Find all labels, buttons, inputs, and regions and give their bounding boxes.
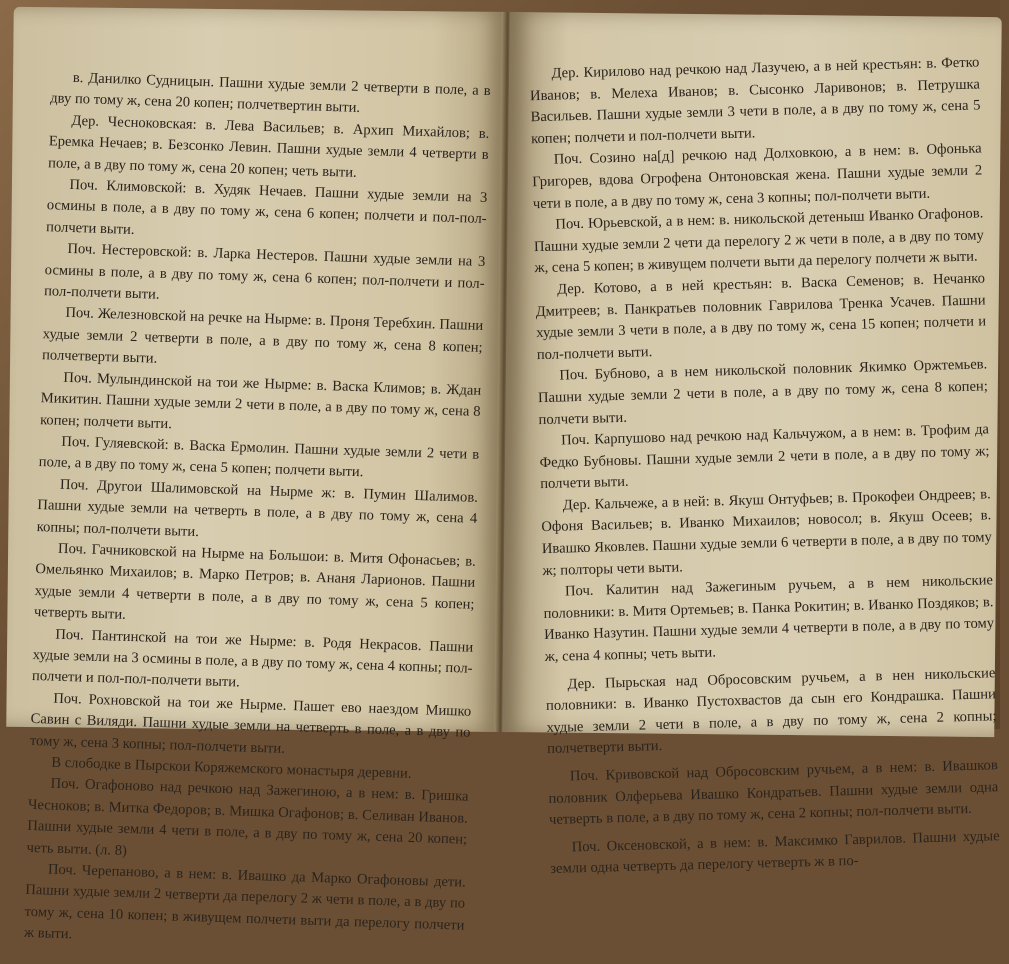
paragraph: Дер. Кирилово над речкою над Лазучею, а в ней крестьян: в. Фетко Иванов; в. Мелеха Иванов; в. Сысонко Ларивонов; в. Петрушка Васильев. Пашни худые земли 3 чети в поле, а в дву по тому ж, сена 5 копен; полчети и пол-полчети выти.: [529, 54, 981, 148]
paragraph: Поч. Климовской: в. Худяк Нечаев. Пашни худые земли на 3 осмины в поле, а в дву по тому ж, сена 6 копен; полчети и пол-пол-полчети выти.: [45, 176, 488, 238]
open-book: [6, 7, 1001, 943]
paragraph: Поч. Созино на[д] речкою над Долховкою, а в нем: в. Офонька Григорев, вдова Огрофена Онтоновская жена. Пашни худые земли 2 чети в поле, а в дву по тому ж, сена 3 копны; пол-полчети выти.: [532, 140, 983, 212]
section-heading: В слободке в Пырскои Коряжемского монастыря деревни.: [51, 754, 412, 782]
paragraph: Поч. Гуляевской: в. Васка Ермолин. Пашни худые земли 2 чети в поле, а в дву по тому ж, сена 5 копен; полчети выти.: [38, 433, 480, 481]
paragraph: Поч. Черепаново, а в нем: в. Ивашко да Марко Огафоновы дети. Пашни худые земли 2 четверти да перелогу 2 ж чети в поле, а в дву по тому ж, сена 10 копен; в живущем полчети выти да перелогу полчети ж выти.: [23, 861, 467, 943]
left-page: [6, 7, 506, 943]
paragraph: Поч. Кривовской над Обросовским ручьем, а в нем: в. Ивашков половник Олферьева Ивашко Кондратьев. Пашни худые земли одна четверть в поле, а в дву по тому ж, сена 2 копны; пол-полчети выти.: [548, 757, 999, 829]
paragraph: Поч. Юрьевской, а в нем: в. никольской детеныш Иванко Огафонов. Пашни худые земли 2 чети да перелогу 2 ж чети в поле, а в дву по тому ж, сена 5 копен; в живущем полчети выти да перелогу полчети ж выти.: [533, 205, 985, 277]
paragraph: Дер. Пырьская над Обросовским ручьем, а в нен никольские половники: в. Иванко Пустохвастов да сын его Кондрашка. Пашни худые земли 2 чети в поле, а в дву по тому ж, сена 2 копны; полчетверти выти.: [545, 664, 997, 758]
paragraph: Дер. Кальчеже, а в ней: в. Якуш Онтуфьев; в. Прокофеи Ондреев; в. Офоня Васильев; в. Иванко Михаилов; новосол; в. Якуш Осеев; в. Ивашко Яковлев. Пашни худые земли 6 четверти в поле, а в дву по тому ж; полторы чети выти.: [541, 486, 992, 579]
paragraph: Поч. Другои Шалимовской на Нырме ж: в. Пумин Шалимов. Пашни худые земли на четверть в поле, а в дву по тому ж, сена 4 копны; пол-полчети выти.: [36, 476, 479, 540]
right-page: [502, 12, 1002, 878]
paragraph: Поч. Рохновской на тои же Нырме. Пашет ево наездом Мишко Савин с Виляди. Пашни худые земли на четверть в поле, а в дву по тому ж, сена 3 копны; пол-полчети выти.: [29, 690, 472, 757]
paragraph: Поч. Карпушово над речкою над Кальчужом, а в нем: в. Трофим да Федко Бубновы. Пашни худые земли 2 чети в поле, а в дву по тому ж; полчети выти.: [539, 421, 990, 493]
paragraph: Поч. Калитин над Зажегиным ручьем, а в нем никольские половники: в. Митя Ортемьев; в. Панка Рокитин; в. Иванко Поздяков; в. Иванко Назутин. Пашни худые земли 4 четверти в поле, а в дву по тому ж, сена 4 копны; четь выти.: [543, 572, 995, 666]
paragraph: Поч. Нестеровской: в. Ларка Нестеров. Пашни худые земли на 3 осмины в поле, а в дву по тому ж, сена 6 копен; пол-полчети и пол-пол-полчети выти.: [43, 241, 486, 303]
paragraph: Поч. Бубново, а в нем никольской половник Якимко Оржтемьев. Пашни худые земли 2 чети в поле, а в дву по тому ж, сена 8 копен; полчети выти.: [537, 356, 989, 428]
paragraph: Поч. Мулындинской на тои же Нырме: в. Васка Климов; в. Ждан Микитин. Пашни худые земли 2 чети в поле, а в дву по тому ж, сена 8 копен; полчети выти.: [39, 369, 482, 432]
paragraph: Поч. Пантинской на тои же Нырме: в. Родя Некрасов. Пашни худые земли на 3 осмины в поле, а в дву по тому ж, сена 4 копны; пол-полчети и пол-пол-полчети выти.: [31, 626, 474, 691]
paragraph: в. Данилко Судницын. Пашни худые земли 2 четверти в поле, а в дву по тому ж, сена 20 копен; полчетвертин выти.: [49, 69, 491, 117]
right-page-text: [529, 52, 1000, 880]
paragraph: Поч. Железновской на речке на Нырме: в. Проня Теребхин. Пашни худые земли 2 четверти в поле, а в дву по тому ж, сена 8 копен; полчетверти выти.: [41, 305, 484, 367]
paragraph: Поч. Оксеновской, а в нем: в. Максимко Гаврилов. Пашни худые земли одна четверть да перелогу четверть ж в по-: [550, 827, 1000, 878]
paragraph: Поч. Огафоново над речкою над Зажегиною, а в нем: в. Гришка Чесноков; в. Митка Федоров; в. Мишка Огафонов; в. Селиван Иванов. Пашни худые земли 4 чети в поле, а в дву по тому ж, сена 20 копен; четь выти. (л. 8): [26, 775, 469, 859]
paragraph: Дер. Чесноковская: в. Лева Васильев; в. Архип Михайлов; в. Еремка Нечаев; в. Безсонко Левин. Пашни худые земли 4 четверти в поле, а в дву по тому ж, сена 20 копен; четь выти.: [47, 112, 490, 181]
paragraph: Поч. Гачниковской на Нырме на Большои: в. Митя Офонасьев; в. Омельянко Михаилов; в. Марко Петров; в. Ананя Ларионов. Пашни худые земли 4 четверти в поле, а в дву по тому ж, сена 5 копен; четверть выти.: [33, 540, 477, 624]
left-page-text: [24, 67, 491, 958]
paragraph: Дер. Котово, а в ней крестьян: в. Васка Семенов; в. Нечанко Дмитреев; в. Панкратьев половник Гаврилова Тренка Усачев. Пашни худые земли 3 чети в поле, а в дву по тому ж, сена 15 копен; полчети и пол-полчети выти.: [535, 270, 987, 363]
